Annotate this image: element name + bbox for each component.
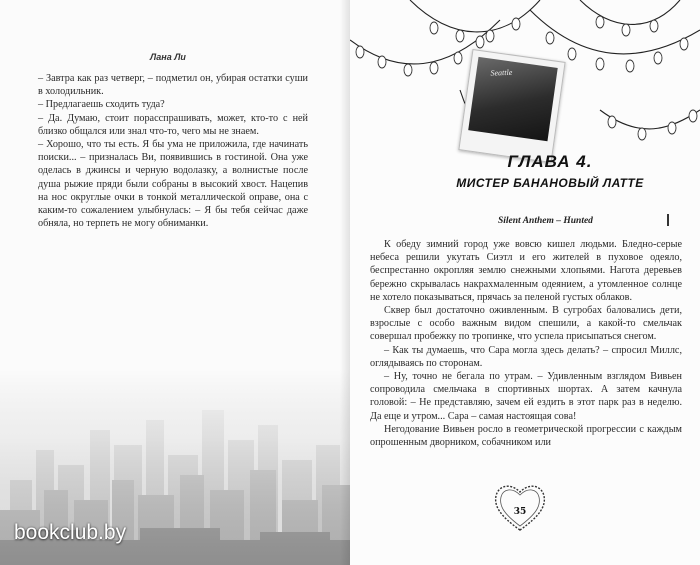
paragraph: – Хорошо, что ты есть. Я бы ума не приложила, где начинать поиски... – призналась Ви, появившись в гостиной. Она уже оделась в джинсы и черную водолазку, а волнистые после душа рыжие пряди были собраны в высокий хвост. Нацепив на нос округлые очки в тонкой металлической оправе, она с каким-то сожалением улыбнулась: – Я бы тебя сейчас даже обняла, но терпеть не могу обниманки. — [38, 139, 308, 230]
paragraph: – Предлагаешь сходить туда? — [38, 99, 165, 111]
chapter-title: МИСТЕР БАНАНОВЫЙ ЛАТТЕ — [456, 176, 644, 190]
right-page — [350, 0, 700, 565]
polaroid-photo — [458, 49, 565, 163]
paragraph: Негодование Вивьен росло в геометрической прогрессии с каждым опрошенным дворником, собачником или — [370, 423, 682, 449]
song-epigraph: Silent Anthem – Hunted — [498, 216, 593, 226]
paragraph: – Да. Думаю, стоит порасспрашивать, может, кто-то с ней близко общался или знал что-то, чего мы не знаем. — [38, 112, 308, 137]
running-head: Лана Ли — [150, 52, 186, 62]
heart-wreath-icon — [490, 478, 550, 536]
right-page-text — [370, 238, 682, 449]
paragraph: К обеду зимний город уже вовсю кишел людьми. Бледно-серые небеса решили укутать Сиэтл и его жителей в пуховое одеяло, беспрестанно окропляя землю снежными хлопьями. Нагота деревьев бережно скрывалась накрахмаленным одеянием, а утомленное солнце не хотело показываться, прячась за пеленой густых облаков. — [370, 239, 682, 303]
photo-caption: Seattle — [490, 67, 513, 78]
paragraph: – Как ты думаешь, что Сара могла здесь делать? – спросил Миллс, оглядываясь по сторонам. — [370, 344, 682, 369]
paragraph: – Ну, точно не бегала по утрам. – Удивленным взглядом Вивьен сопроводила смельчака в спортивных шортах. А затем качнула головой: – Не представляю, зачем ей ездить в этот парк раз в неделю. Да еще и утром... Сара – самая настоящая сова! — [370, 371, 682, 422]
left-page-text — [38, 72, 308, 230]
page-number: 35 — [513, 507, 527, 517]
paragraph: – Завтра как раз четверг, – подметил он, убирая остатки суши в холодильник. — [38, 73, 308, 98]
watermark: bookclub.by — [14, 521, 127, 544]
chapter-number: ГЛАВА 4. — [507, 152, 593, 171]
paragraph: Сквер был достаточно оживленным. В сугробах баловались дети, взрослые с особо важным видом спешили, а какой-то смельчак совершал пробежку по тропинке, что успела присыпаться снегом. — [370, 305, 682, 343]
chapter-heading — [430, 152, 670, 190]
photo-image — [468, 57, 558, 141]
play-marker-icon — [667, 214, 669, 226]
